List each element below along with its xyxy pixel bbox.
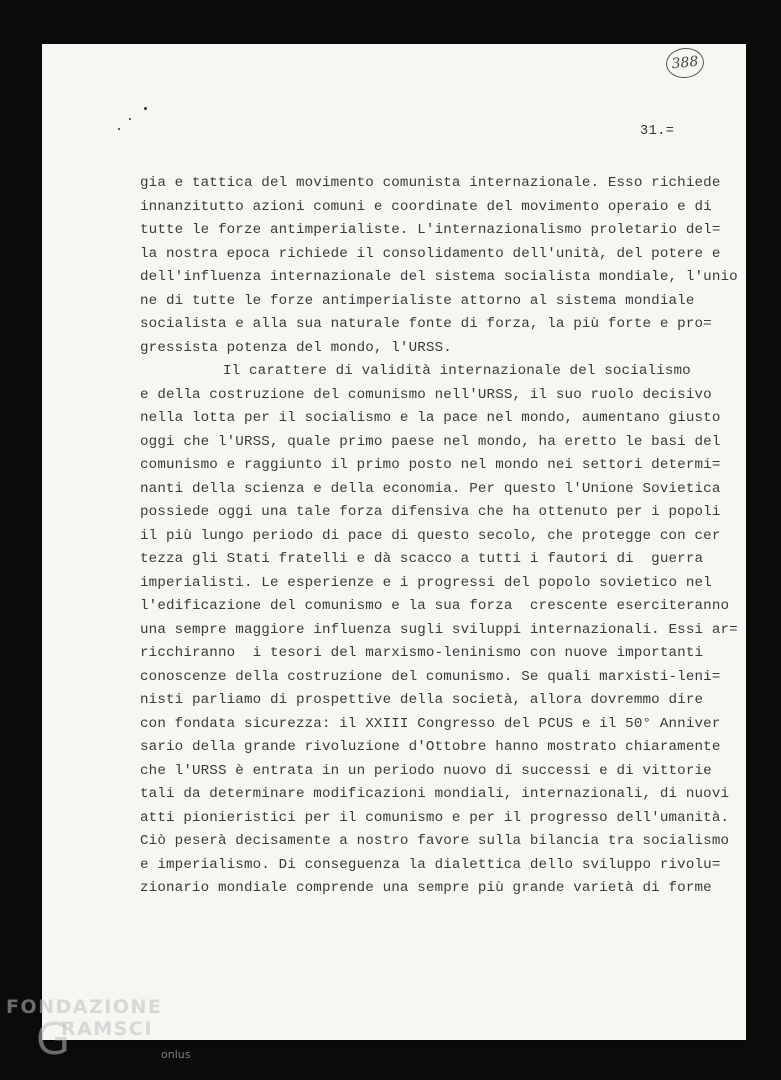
ink-speck bbox=[118, 128, 120, 130]
text-line: nella lotta per il socialismo e la pace nel mondo, aumentano giusto bbox=[140, 410, 721, 426]
text-line: oggi che l'URSS, quale primo paese nel mondo, ha eretto le basi del bbox=[140, 433, 721, 450]
text-line: imperialisti. Le esperienze e i progressi del popolo sovietico nel bbox=[140, 574, 712, 591]
text-line: nisti parliamo di prospettive della società, allora dovremmo dire bbox=[140, 692, 704, 708]
text-line: socialista e alla sua naturale fonte di forza, la più forte e pro= bbox=[140, 316, 712, 332]
text-line: possiede oggi una tale forza difensiva che ha ottenuto per i popoli bbox=[140, 504, 721, 520]
watermark-line2: RAMSCI bbox=[61, 1018, 153, 1040]
document-page bbox=[42, 44, 746, 1040]
text-line: e della costruzione del comunismo nell'URSS, il suo ruolo decisivo bbox=[140, 386, 712, 403]
text-line: ne di tutte le forze antimperialiste attorno al sistema mondiale bbox=[140, 292, 695, 309]
page-number: 31.= bbox=[640, 124, 675, 139]
text-line-paragraph-start: Il carattere di validità internazionale del socialismo bbox=[223, 363, 691, 379]
text-line: nanti della scienza e della economia. Per questo l'Unione Sovietica bbox=[140, 480, 721, 497]
text-line: gressista potenza del mondo, l'URSS. bbox=[140, 339, 452, 356]
text-line: dell'influenza internazionale del sistema socialista mondiale, l'unio bbox=[140, 269, 738, 285]
text-line: comunismo e raggiunto il primo posto nel mondo nei settori determi= bbox=[140, 457, 721, 473]
text-line: innanzitutto azioni comuni e coordinate del movimento operaio e di bbox=[140, 198, 712, 215]
watermark-g-initial: G bbox=[36, 1014, 71, 1065]
text-line: tutte le forze antimperialiste. L'internazionalismo proletario del= bbox=[140, 222, 721, 238]
text-line: che l'URSS è entrata in un periodo nuovo di successi e di vittorie bbox=[140, 762, 712, 779]
body-text bbox=[140, 172, 738, 901]
text-line: tali da determinare modificazioni mondiali, internazionali, di nuovi bbox=[140, 786, 730, 802]
text-line: Ciò peserà decisamente a nostro favore sulla bilancia tra socialismo bbox=[140, 833, 730, 849]
text-line: gia e tattica del movimento comunista internazionale. Esso richiede bbox=[140, 175, 721, 191]
watermark-line1: FONDAZIONE bbox=[6, 996, 163, 1018]
watermark-subtitle: onlus bbox=[161, 1048, 191, 1061]
text-line: zionario mondiale comprende una sempre più grande varietà di forme bbox=[140, 880, 712, 896]
text-line: con fondata sicurezza: il XXIII Congresso del PCUS e il 50° Anniver bbox=[140, 715, 721, 732]
text-line: una sempre maggiore influenza sugli sviluppi internazionali. Essi ar= bbox=[140, 621, 738, 638]
archive-number-stamp: 388 bbox=[665, 46, 706, 80]
text-line: atti pionieristici per il comunismo e per il progresso dell'umanità. bbox=[140, 809, 730, 826]
ink-speck bbox=[129, 118, 131, 120]
text-line: la nostra epoca richiede il consolidamento dell'unità, del potere e bbox=[140, 245, 721, 262]
text-line: ricchiranno i tesori del marxismo-leninismo con nuove importanti bbox=[140, 645, 704, 661]
text-line: conoscenze della costruzione del comunismo. Se quali marxisti-leni= bbox=[140, 668, 721, 685]
text-line: e imperialismo. Di conseguenza la dialettica dello sviluppo rivolu= bbox=[140, 856, 721, 873]
fondazione-gramsci-watermark bbox=[6, 996, 206, 1076]
text-line: l'edificazione del comunismo e la sua forza crescente eserciteranno bbox=[140, 598, 730, 614]
text-line: tezza gli Stati fratelli e dà scacco a tutti i fautori di guerra bbox=[140, 551, 704, 567]
text-line: sario della grande rivoluzione d'Ottobre hanno mostrato chiaramente bbox=[140, 739, 721, 755]
ink-speck bbox=[144, 107, 147, 110]
text-line: il più lungo periodo di pace di questo secolo, che protegge con cer bbox=[140, 527, 721, 544]
